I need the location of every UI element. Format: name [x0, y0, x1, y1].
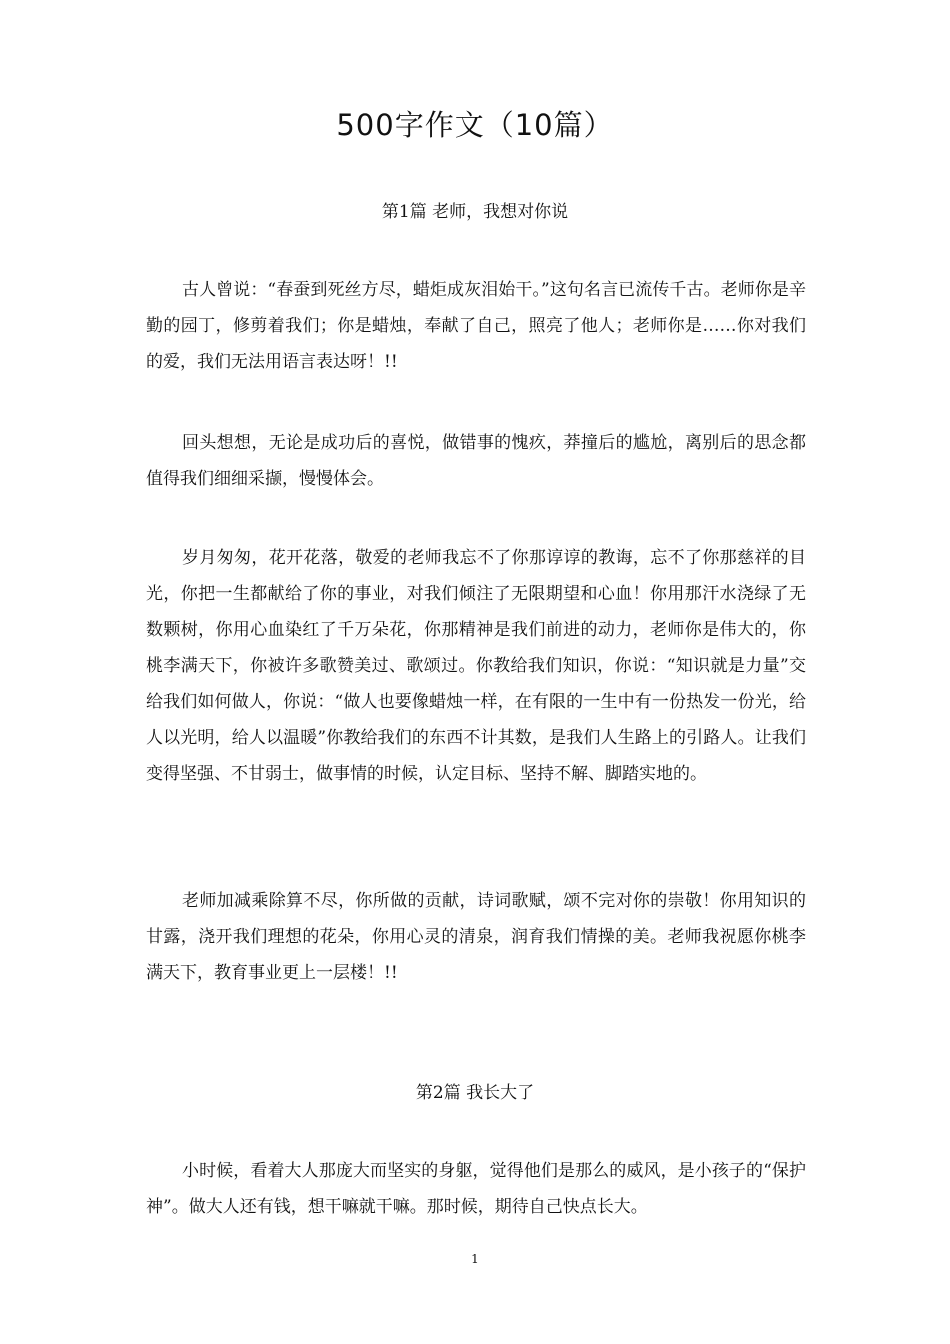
document-title: 500字作文（10篇）: [336, 108, 614, 142]
section-heading-1: 第1篇 老师，我想对你说: [381, 202, 569, 222]
paragraph: 老师加减乘除算不尽，你所做的贡献，诗词歌赋，颂不完对你的崇敬！你用知识的甘露，浇开我们理想的花朵，你用心灵的清泉，润育我们情操的美。老师我祝愿你桃李满天下，教育事业更上一层楼！!!: [146, 891, 806, 983]
paragraph: 岁月匆匆，花开花落，敬爱的老师我忘不了你那谆谆的教诲，忘不了你那慈祥的目光，你把一生都献给了你的事业，对我们倾注了无限期望和心血！你用那汗水浇绿了无数颗树，你用心血染红了千万朵花，你那精神是我们前进的动力，老师你是伟大的，你桃李满天下，你被许多歌赞美过、歌颂过。你教给我们知识，你说：“知识就是力量”交给我们如何做人，你说：“做人也要像蜡烛一样，在有限的一生中有一份热发一份光，给人以光明，给人以温暖”你教给我们的东西不计其数，是我们人生路上的引路人。让我们变得坚强、不甘弱士，做事情的时候，认定目标、坚持不解、脚踏实地的。: [146, 548, 806, 784]
page-number: 1: [471, 1252, 479, 1266]
paragraph: 回头想想，无论是成功后的喜悦，做错事的愧疚，莽撞后的尴尬，离别后的思念都值得我们细细采撷，慢慢体会。: [146, 433, 806, 489]
section-heading-2: 第2篇 我长大了: [415, 1083, 535, 1103]
paragraph: 古人曾说：“春蚕到死丝方尽，蜡炬成灰泪始干。”这句名言已流传千古。老师你是辛勤的园丁，修剪着我们；你是蜡烛，奉献了自己，照亮了他人；老师你是……你对我们的爱，我们无法用语言表达呀！!!: [146, 280, 806, 372]
paragraph: 小时候，看着大人那庞大而坚实的身躯，觉得他们是那么的威风，是小孩子的“保护神”。做大人还有钱，想干嘛就干嘛。那时候，期待自己快点长大。: [146, 1161, 806, 1217]
